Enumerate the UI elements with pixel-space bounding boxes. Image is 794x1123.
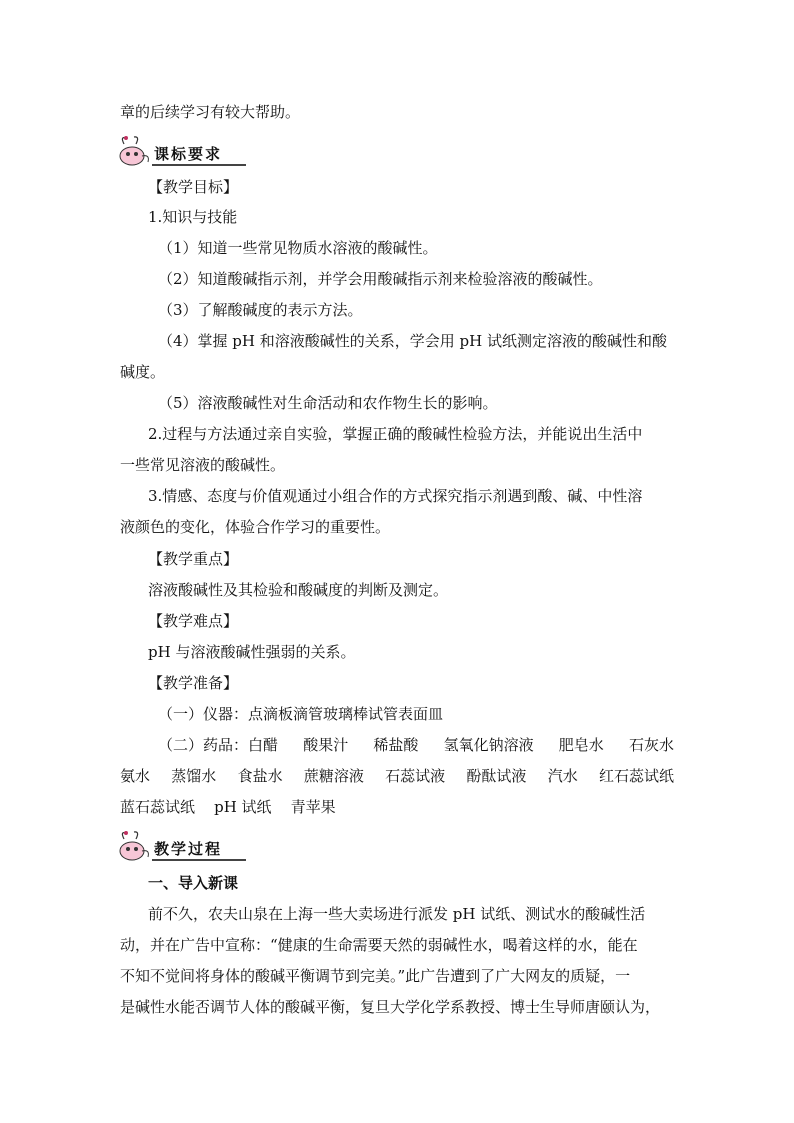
section-underline xyxy=(152,859,246,861)
goals-item1: （1）知道一些常见物质水溶液的酸碱性。 xyxy=(158,239,438,257)
process-paragraph-line: 不知不觉间将身体的酸碱平衡调节到完美。”此广告遭到了广大网友的质疑，一 xyxy=(120,967,631,985)
drug-item: 氢氧化钠溶液 xyxy=(443,736,534,754)
section-title: 教学过程 xyxy=(154,840,223,858)
goals-item3: （3）了解酸碱度的表示方法。 xyxy=(158,301,363,319)
preparation-instruments: （一）仪器：点滴板滴管玻璃棒试管表面皿 xyxy=(158,705,444,723)
drug-item: 酚酞试液 xyxy=(466,767,527,785)
goals-sub1: 1.知识与技能 xyxy=(148,208,238,226)
section-badge-process xyxy=(114,829,244,863)
drug-item: 红石蕊试纸 xyxy=(598,767,674,785)
drug-item: 蓝石蕊试纸 xyxy=(120,798,196,816)
process-paragraph-line: 前不久，农夫山泉在上海一些大卖场进行派发 pH 试纸、测试水的酸碱性活 xyxy=(148,905,646,923)
drug-item: pH 试纸 xyxy=(214,798,272,816)
drugs-row-1 xyxy=(158,735,674,755)
drug-item: 食盐水 xyxy=(237,767,283,785)
difficulty-heading: 【教学难点】 xyxy=(148,612,239,630)
drug-item: 蔗糖溶液 xyxy=(303,767,364,785)
goals-sub3-line2: 液颜色的变化，体验合作学习的重要性。 xyxy=(120,518,391,536)
preparation-heading: 【教学准备】 xyxy=(148,674,239,692)
section-badge-curriculum xyxy=(114,134,244,168)
goals-item5: （5）溶液酸碱性对生命活动和农作物生长的影响。 xyxy=(158,394,498,412)
drug-item: 石灰水 xyxy=(628,736,674,754)
section-underline xyxy=(152,164,246,166)
goals-item2: （2）知道酸碱指示剂，并学会用酸碱指示剂来检验溶液的酸碱性。 xyxy=(158,270,603,288)
drug-item: 肥皂水 xyxy=(558,736,604,754)
drugs-row-3 xyxy=(120,797,336,817)
drug-item: 蒸馏水 xyxy=(171,767,217,785)
drug-item: 青苹果 xyxy=(290,798,336,816)
section-title: 课标要求 xyxy=(154,145,223,163)
process-heading: 一、导入新课 xyxy=(148,874,239,892)
drug-item: 汽水 xyxy=(547,767,578,785)
keypoints-heading: 【教学重点】 xyxy=(148,550,239,568)
process-paragraph-line: 是碱性水能否调节人体的酸碱平衡，复旦大学化学系教授、博士生导师唐颐认为， xyxy=(120,998,661,1016)
intro-tail: 章的后续学习有较大帮助。 xyxy=(120,103,301,121)
drug-item: 石蕊试液 xyxy=(385,767,446,785)
drug-item: （二）药品：白醋 xyxy=(158,736,279,754)
goals-sub2-line1: 2.过程与方法通过亲自实验，掌握正确的酸碱性检验方法，并能说出生活中 xyxy=(148,425,643,443)
drug-item: 稀盐酸 xyxy=(373,736,419,754)
difficulty-text: pH 与溶液酸碱性强弱的关系。 xyxy=(148,643,356,661)
drug-item: 氨水 xyxy=(120,767,151,785)
drug-item: 酸果汁 xyxy=(303,736,349,754)
goals-sub2-line2: 一些常见溶液的酸碱性。 xyxy=(120,456,286,474)
process-paragraph-line: 动，并在广告中宣称：“健康的生命需要天然的弱碱性水，喝着这样的水，能在 xyxy=(120,936,638,954)
drugs-row-2 xyxy=(120,766,674,786)
keypoints-text: 溶液酸碱性及其检验和酸碱度的判断及测定。 xyxy=(148,581,449,599)
mascot-icon xyxy=(114,829,154,863)
goals-item4-line1: （4）掌握 pH 和溶液酸碱性的关系，学会用 pH 试纸测定溶液的酸碱性和酸 xyxy=(158,332,667,350)
mascot-icon xyxy=(114,134,154,168)
goals-heading: 【教学目标】 xyxy=(148,178,239,196)
goals-item4-line2: 碱度。 xyxy=(120,363,166,381)
goals-sub3-line1: 3.情感、态度与价值观通过小组合作的方式探究指示剂遇到酸、碱、中性溶 xyxy=(148,487,643,505)
